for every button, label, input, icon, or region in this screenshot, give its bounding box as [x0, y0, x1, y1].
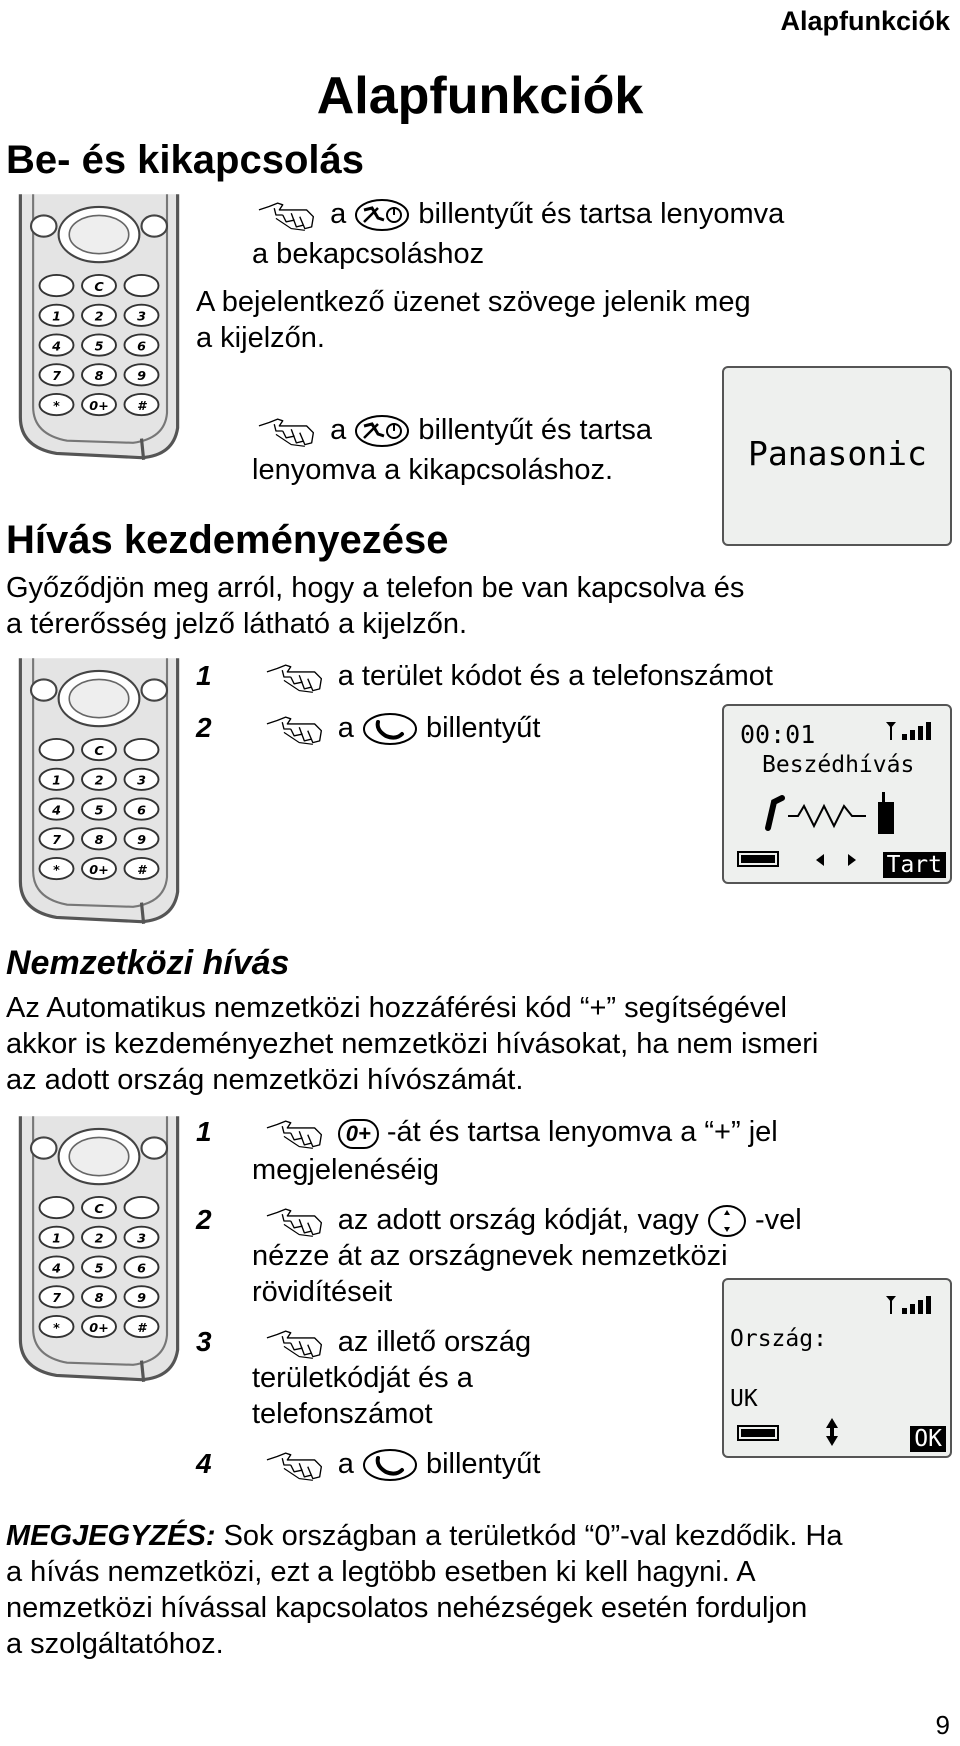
intl-intro-line1: Az Automatikus nemzetközi hozzáférési kód “+” segítségével	[6, 992, 787, 1024]
step-power-on-cont: a bekapcsoláshoz	[252, 238, 485, 270]
call-step-2: 2 a billentyűt	[196, 710, 540, 746]
phone-illustration-call	[14, 650, 184, 932]
press-hand-icon	[260, 1448, 330, 1482]
section-heading-call: Hívás kezdeményezése	[6, 518, 449, 562]
intl-intro-line2: akkor is kezdeményezhet nemzetközi hívásokat, ha nem ismeri	[6, 1028, 819, 1060]
chapter-header: Alapfunkciók	[780, 6, 950, 36]
page-number: 9	[935, 1710, 950, 1740]
display-country-value: UK	[730, 1386, 758, 1412]
note-line3: nemzetközi hívással kapcsolatos nehézségek esetén forduljon	[6, 1592, 808, 1624]
left-right-arrows-icon	[814, 852, 858, 868]
press-hand-icon	[260, 1326, 330, 1360]
intl-step-3-line2: területkódját és a	[252, 1362, 473, 1394]
display-call-in-progress	[722, 704, 952, 884]
battery-icon	[736, 1422, 784, 1444]
info-greeting-line2: a kijelzőn.	[196, 322, 325, 354]
phone-illustration-intl	[14, 1108, 184, 1390]
call-step-1: 1 a terület kódot és a telefonszámot	[196, 658, 773, 694]
display-call-status: Beszédhívás	[762, 752, 915, 778]
step-power-off-cont: lenyomva a kikapcsoláshoz.	[252, 454, 614, 486]
press-hand-icon	[260, 712, 330, 746]
press-hand-icon	[260, 1116, 330, 1150]
intl-step-2: 2 az adott ország kódját, vagy -vel	[196, 1202, 802, 1238]
section-heading-onoff: Be- és kikapcsolás	[6, 138, 364, 182]
intl-step-3-line3: telefonszámot	[252, 1398, 433, 1430]
display-call-time: 00:01	[740, 720, 816, 749]
section-heading-intl: Nemzetközi hívás	[6, 944, 290, 982]
zero-plus-key-icon: 0+	[338, 1119, 379, 1149]
intl-step-1: 1 0+ -át és tartsa lenyomva a “+” jel	[196, 1114, 778, 1150]
press-hand-icon	[252, 198, 322, 232]
intl-step-4: 4 a billentyűt	[196, 1446, 540, 1482]
call-connection-icon	[762, 788, 912, 836]
intl-intro-line3: az adott ország nemzetközi hívószámát.	[6, 1064, 524, 1096]
press-hand-icon	[252, 414, 322, 448]
signal-strength-icon	[884, 720, 940, 742]
call-intro-line1: Győződjön meg arról, hogy a telefon be van kapcsolva és	[6, 572, 745, 604]
battery-icon	[736, 848, 784, 870]
power-end-key-icon	[354, 414, 410, 448]
press-hand-icon	[260, 1204, 330, 1238]
intl-step-2-line2: nézze át az országnevek nemzetközi	[252, 1240, 728, 1272]
display-country	[722, 1278, 952, 1458]
signal-strength-icon	[884, 1294, 940, 1316]
step-power-on: a billentyűt és tartsa lenyomva	[252, 196, 784, 232]
note-line2: a hívás nemzetközi, ezt a legtöbb esetben ki kell hagyni. A	[6, 1556, 756, 1588]
navigation-key-icon	[707, 1204, 747, 1238]
power-end-key-icon	[354, 198, 410, 232]
intl-step-3: 3 az illető ország	[196, 1324, 531, 1360]
note-line4: a szolgáltatóhoz.	[6, 1628, 224, 1660]
call-intro-line2: a térerősség jelző látható a kijelzőn.	[6, 608, 468, 640]
step-power-off: a billentyűt és tartsa	[252, 412, 652, 448]
softkey-ok: OK	[910, 1426, 946, 1452]
display-panasonic	[722, 366, 952, 546]
softkey-hold: Tart	[883, 852, 946, 878]
note-label: MEGJEGYZÉS:	[6, 1520, 216, 1552]
send-key-icon	[362, 1448, 418, 1482]
info-greeting-line1: A bejelentkező üzenet szövege jelenik meg	[196, 286, 751, 318]
send-key-icon	[362, 712, 418, 746]
press-hand-icon	[260, 660, 330, 694]
intl-step-2-line3: rövidítéseit	[252, 1276, 393, 1308]
note-line1: MEGJEGYZÉS: Sok országban a területkód “0”-val kezdődik. Ha	[6, 1520, 843, 1552]
display-greeting-text: Panasonic	[748, 434, 927, 473]
display-country-label: Ország:	[730, 1326, 827, 1352]
up-down-arrows-icon	[824, 1416, 840, 1448]
page-title: Alapfunkciók	[316, 67, 644, 125]
phone-illustration-onoff	[14, 186, 184, 468]
intl-step-1-cont: megjelenéséig	[252, 1154, 440, 1186]
